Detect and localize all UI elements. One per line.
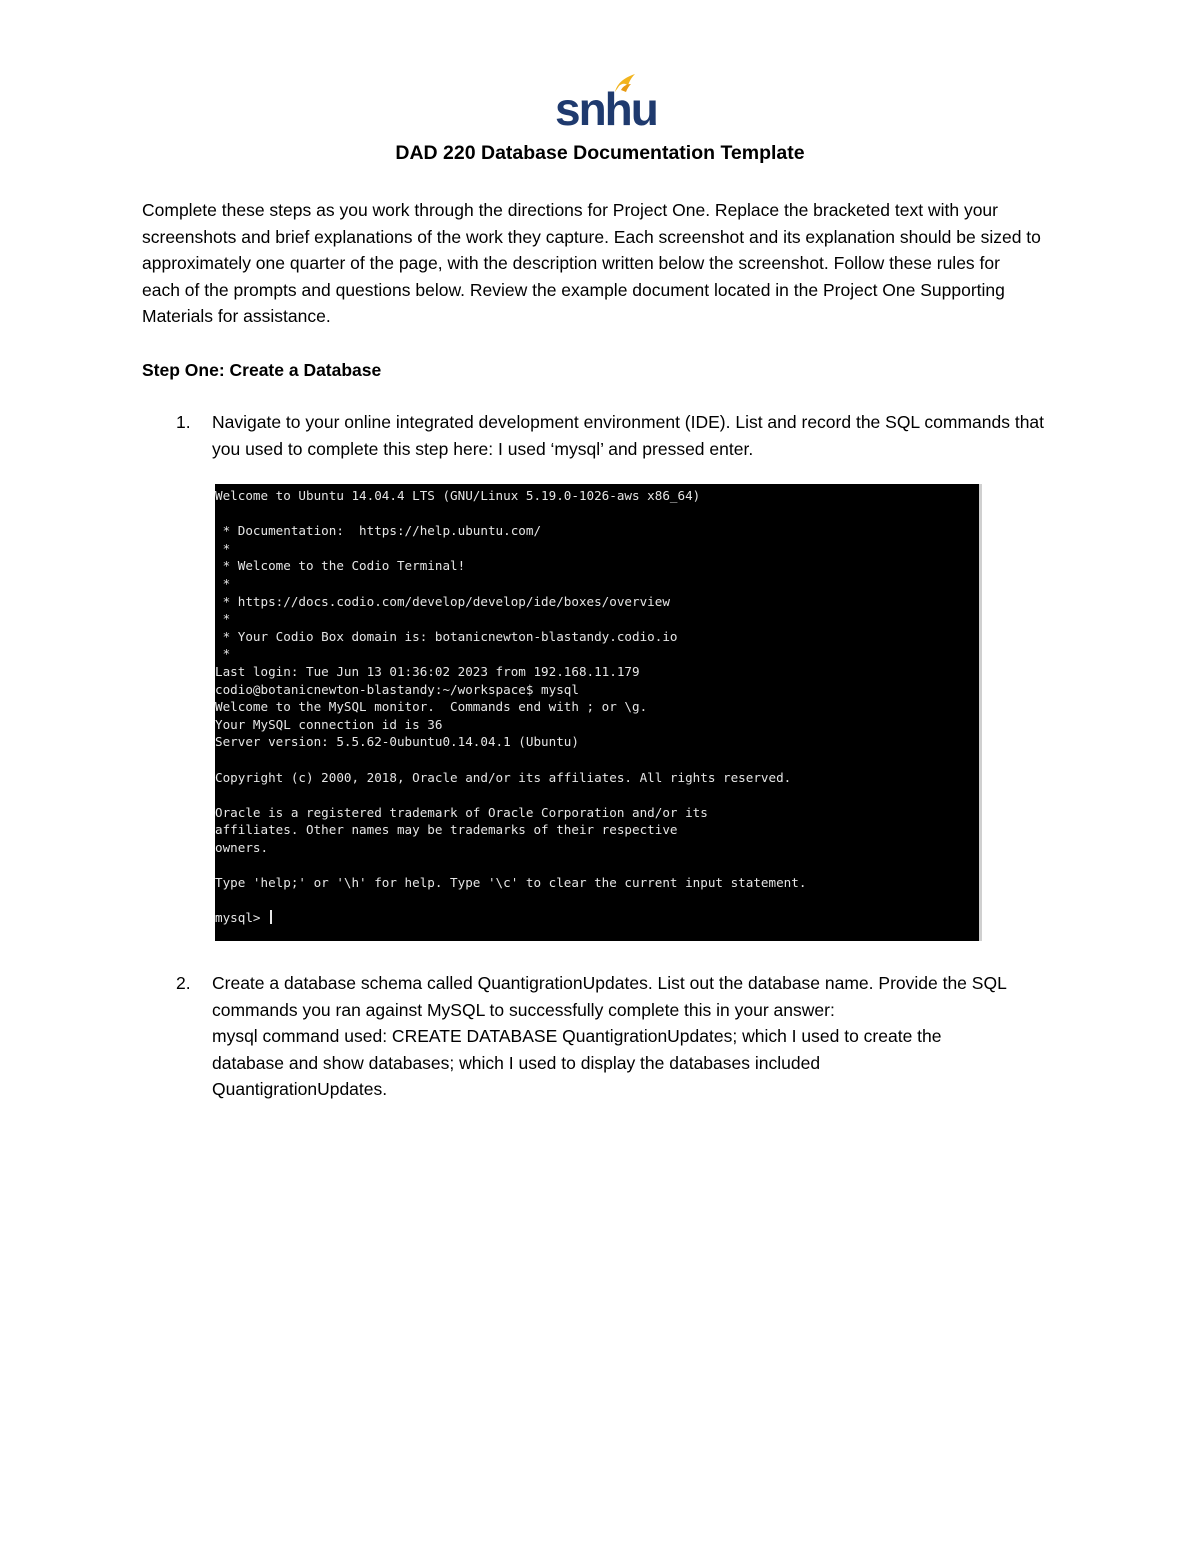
answer-line: mysql command used: CREATE DATABASE QuantigrationUpdates; which I used to create the	[212, 1026, 942, 1047]
terminal-line	[215, 751, 979, 769]
document-title: DAD 220 Database Documentation Template	[395, 142, 805, 164]
terminal-line: codio@botanicnewton-blastandy:~/workspace$ mysql	[215, 681, 579, 697]
list-item-text: Create a database schema called QuantigrationUpdates. List out the database name. Provide the SQL commands you ran against MySQL to successfully complete this in your answer:	[212, 973, 1007, 1020]
terminal-screenshot	[215, 484, 982, 941]
terminal-line: Welcome to the MySQL monitor. Commands end with ; or \g.	[215, 699, 648, 715]
answer-line: database and show databases; which I used to display the databases included	[212, 1052, 821, 1073]
terminal-line: *	[215, 540, 231, 556]
terminal-line: *	[215, 575, 231, 591]
terminal-line: * Welcome to the Codio Terminal!	[215, 558, 466, 574]
terminal-cursor	[270, 910, 272, 924]
terminal-line	[215, 505, 979, 523]
terminal-line: owners.	[215, 839, 269, 855]
snhu-logo	[555, 72, 657, 135]
list-number: 1.	[176, 412, 191, 432]
terminal-line	[215, 786, 979, 804]
list-item-text-block	[212, 970, 1072, 1103]
list-number: 2.	[176, 973, 191, 993]
terminal-line: Server version: 5.5.62-0ubuntu0.14.04.1 (Ubuntu)	[215, 734, 579, 750]
logo-text: snhu	[555, 83, 657, 135]
terminal-line	[215, 892, 979, 910]
intro-paragraph: Complete these steps as you work through the directions for Project One. Replace the bracketed text with your screenshots and brief explanations of the work they capture. Each screenshot and its explanation should be sized to approximately one quarter of the page, with the description written below the screenshot. Follow these rules for each of the prompts and questions below. Review the example document located in the Project One Supporting Materials for assistance.	[142, 200, 1041, 327]
terminal-line: Oracle is a registered trademark of Oracle Corporation and/or its	[215, 804, 708, 820]
terminal-line: Welcome to Ubuntu 14.04.4 LTS (GNU/Linux 5.19.0-1026-aws x86_64)	[215, 488, 701, 503]
terminal-line: * Documentation: https://help.ubuntu.com/	[215, 523, 542, 539]
terminal-prompt: mysql>	[215, 910, 269, 926]
terminal-line: Last login: Tue Jun 13 01:36:02 2023 from 192.168.11.179	[215, 663, 640, 679]
terminal-line: *	[215, 646, 231, 662]
terminal-line: affiliates. Other names may be trademarks of their respective	[215, 822, 678, 838]
terminal-prompt-line	[215, 909, 979, 927]
answer-line: QuantigrationUpdates.	[212, 1079, 388, 1100]
terminal-line: * https://docs.codio.com/develop/develop/ide/boxes/overview	[215, 593, 670, 609]
terminal-line	[215, 856, 979, 874]
terminal-line: Type 'help;' or '\h' for help. Type '\c' to clear the current input statement.	[215, 875, 807, 891]
step-one-heading: Step One: Create a Database	[142, 360, 382, 380]
terminal-line: Copyright (c) 2000, 2018, Oracle and/or its affiliates. All rights reserved.	[215, 769, 792, 785]
list-item-text: Navigate to your online integrated development environment (IDE). List and record the SQL commands that you used to complete this step here: I used ‘mysql’ and pressed enter.	[212, 412, 1045, 459]
terminal-line: * Your Codio Box domain is: botanicnewton-blastandy.codio.io	[215, 628, 678, 644]
terminal-line: Your MySQL connection id is 36	[215, 716, 443, 732]
terminal-line: *	[215, 611, 231, 627]
